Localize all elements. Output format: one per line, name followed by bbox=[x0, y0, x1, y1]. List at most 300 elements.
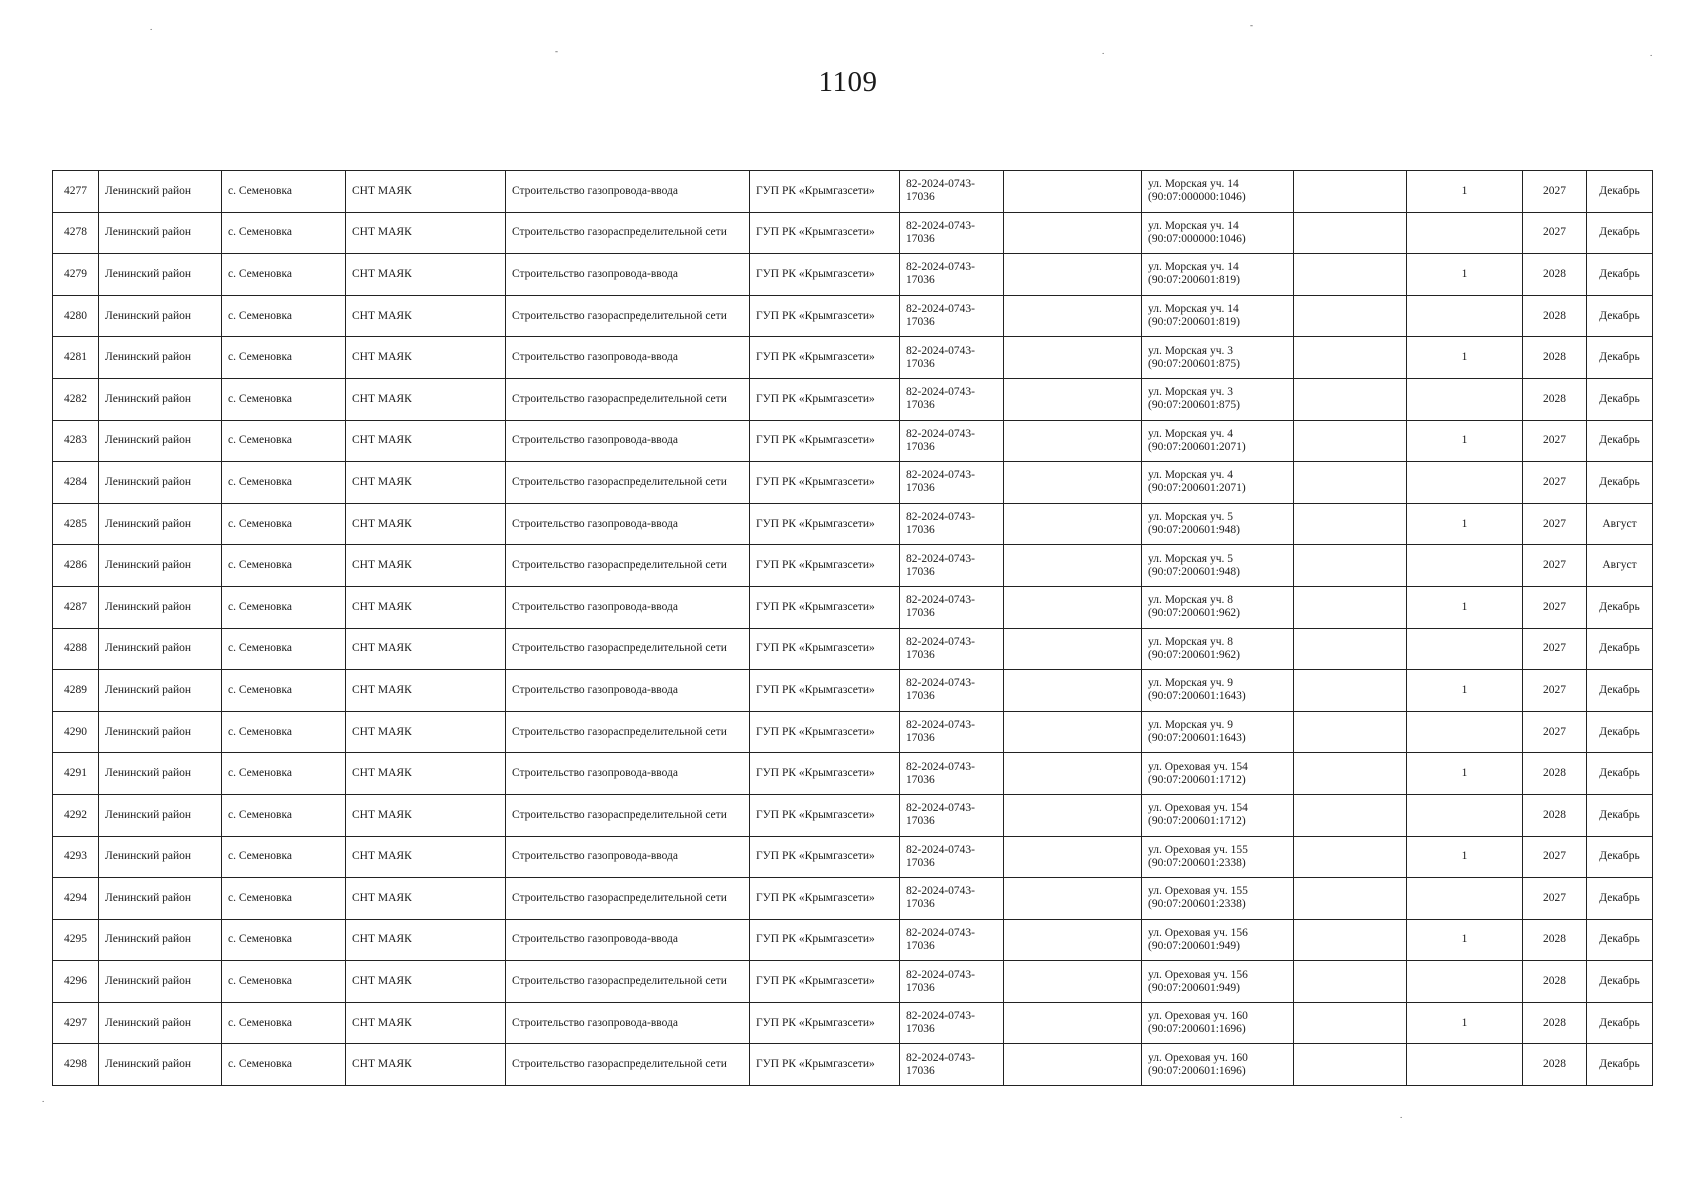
settlement-cell: с. Семеновка bbox=[222, 254, 346, 296]
year-cell: 2028 bbox=[1523, 794, 1587, 836]
work-type-cell: Строительство газопровода-ввода bbox=[506, 254, 750, 296]
empty-cell bbox=[1004, 1002, 1142, 1044]
organization-cell: ГУП РК «Крымгазсети» bbox=[750, 586, 900, 628]
month-cell: Декабрь bbox=[1587, 378, 1653, 420]
object-cell: СНТ МАЯК bbox=[346, 171, 506, 213]
address-cell: ул. Морская уч. 5 (90:07:200601:948) bbox=[1142, 503, 1294, 545]
code-cell: 82-2024-0743-17036 bbox=[900, 878, 1004, 920]
code-cell: 82-2024-0743-17036 bbox=[900, 794, 1004, 836]
address-cell: ул. Морская уч. 8 (90:07:200601:962) bbox=[1142, 586, 1294, 628]
month-cell: Декабрь bbox=[1587, 337, 1653, 379]
empty-cell bbox=[1294, 586, 1407, 628]
month-cell: Декабрь bbox=[1587, 711, 1653, 753]
empty-cell bbox=[1294, 295, 1407, 337]
scan-speck: - bbox=[555, 46, 558, 56]
month-cell: Декабрь bbox=[1587, 254, 1653, 296]
district-cell: Ленинский район bbox=[99, 711, 222, 753]
object-cell: СНТ МАЯК bbox=[346, 295, 506, 337]
empty-cell bbox=[1294, 503, 1407, 545]
row-number: 4277 bbox=[53, 171, 99, 213]
count-cell: 1 bbox=[1407, 337, 1523, 379]
settlement-cell: с. Семеновка bbox=[222, 171, 346, 213]
organization-cell: ГУП РК «Крымгазсети» bbox=[750, 1044, 900, 1086]
year-cell: 2027 bbox=[1523, 212, 1587, 254]
code-cell: 82-2024-0743-17036 bbox=[900, 254, 1004, 296]
row-number: 4295 bbox=[53, 919, 99, 961]
code-cell: 82-2024-0743-17036 bbox=[900, 919, 1004, 961]
table-row bbox=[53, 545, 1653, 587]
year-cell: 2027 bbox=[1523, 171, 1587, 213]
count-cell: 1 bbox=[1407, 171, 1523, 213]
organization-cell: ГУП РК «Крымгазсети» bbox=[750, 794, 900, 836]
object-cell: СНТ МАЯК bbox=[346, 212, 506, 254]
district-cell: Ленинский район bbox=[99, 462, 222, 504]
empty-cell bbox=[1294, 794, 1407, 836]
code-cell: 82-2024-0743-17036 bbox=[900, 171, 1004, 213]
object-cell: СНТ МАЯК bbox=[346, 254, 506, 296]
year-cell: 2027 bbox=[1523, 503, 1587, 545]
work-type-cell: Строительство газораспределительной сети bbox=[506, 462, 750, 504]
code-cell: 82-2024-0743-17036 bbox=[900, 545, 1004, 587]
year-cell: 2028 bbox=[1523, 254, 1587, 296]
year-cell: 2027 bbox=[1523, 836, 1587, 878]
code-cell: 82-2024-0743-17036 bbox=[900, 628, 1004, 670]
object-cell: СНТ МАЯК bbox=[346, 753, 506, 795]
empty-cell bbox=[1004, 878, 1142, 920]
object-cell: СНТ МАЯК bbox=[346, 503, 506, 545]
count-cell bbox=[1407, 961, 1523, 1003]
work-type-cell: Строительство газораспределительной сети bbox=[506, 295, 750, 337]
district-cell: Ленинский район bbox=[99, 545, 222, 587]
settlement-cell: с. Семеновка bbox=[222, 753, 346, 795]
table-row bbox=[53, 295, 1653, 337]
settlement-cell: с. Семеновка bbox=[222, 919, 346, 961]
empty-cell bbox=[1294, 670, 1407, 712]
empty-cell bbox=[1004, 628, 1142, 670]
settlement-cell: с. Семеновка bbox=[222, 212, 346, 254]
empty-cell bbox=[1294, 628, 1407, 670]
empty-cell bbox=[1294, 420, 1407, 462]
settlement-cell: с. Семеновка bbox=[222, 337, 346, 379]
work-type-cell: Строительство газораспределительной сети bbox=[506, 794, 750, 836]
empty-cell bbox=[1004, 794, 1142, 836]
count-cell bbox=[1407, 628, 1523, 670]
work-type-cell: Строительство газопровода-ввода bbox=[506, 586, 750, 628]
table-row bbox=[53, 171, 1653, 213]
organization-cell: ГУП РК «Крымгазсети» bbox=[750, 295, 900, 337]
row-number: 4291 bbox=[53, 753, 99, 795]
district-cell: Ленинский район bbox=[99, 753, 222, 795]
work-type-cell: Строительство газораспределительной сети bbox=[506, 878, 750, 920]
object-cell: СНТ МАЯК bbox=[346, 462, 506, 504]
empty-cell bbox=[1004, 836, 1142, 878]
empty-cell bbox=[1294, 212, 1407, 254]
settlement-cell: с. Семеновка bbox=[222, 961, 346, 1003]
page-number: 1109 bbox=[818, 66, 878, 98]
scan-speck: . bbox=[1102, 46, 1105, 56]
count-cell bbox=[1407, 462, 1523, 504]
count-cell bbox=[1407, 878, 1523, 920]
empty-cell bbox=[1294, 171, 1407, 213]
year-cell: 2027 bbox=[1523, 420, 1587, 462]
scan-speck: - bbox=[1250, 20, 1253, 30]
empty-cell bbox=[1294, 378, 1407, 420]
table-row bbox=[53, 961, 1653, 1003]
work-type-cell: Строительство газопровода-ввода bbox=[506, 670, 750, 712]
row-number: 4287 bbox=[53, 586, 99, 628]
settlement-cell: с. Семеновка bbox=[222, 1002, 346, 1044]
row-number: 4292 bbox=[53, 794, 99, 836]
month-cell: Август bbox=[1587, 545, 1653, 587]
organization-cell: ГУП РК «Крымгазсети» bbox=[750, 670, 900, 712]
table-row bbox=[53, 503, 1653, 545]
code-cell: 82-2024-0743-17036 bbox=[900, 753, 1004, 795]
empty-cell bbox=[1294, 711, 1407, 753]
address-cell: ул. Ореховая уч. 160 (90:07:200601:1696) bbox=[1142, 1002, 1294, 1044]
month-cell: Декабрь bbox=[1587, 961, 1653, 1003]
table-row bbox=[53, 212, 1653, 254]
work-type-cell: Строительство газораспределительной сети bbox=[506, 212, 750, 254]
work-type-cell: Строительство газопровода-ввода bbox=[506, 1002, 750, 1044]
work-type-cell: Строительство газораспределительной сети bbox=[506, 378, 750, 420]
address-cell: ул. Морская уч. 14 (90:07:200601:819) bbox=[1142, 254, 1294, 296]
table-row bbox=[53, 836, 1653, 878]
count-cell: 1 bbox=[1407, 836, 1523, 878]
work-type-cell: Строительство газораспределительной сети bbox=[506, 628, 750, 670]
district-cell: Ленинский район bbox=[99, 628, 222, 670]
row-number: 4288 bbox=[53, 628, 99, 670]
object-cell: СНТ МАЯК bbox=[346, 836, 506, 878]
year-cell: 2028 bbox=[1523, 1044, 1587, 1086]
organization-cell: ГУП РК «Крымгазсети» bbox=[750, 836, 900, 878]
year-cell: 2028 bbox=[1523, 378, 1587, 420]
row-number: 4293 bbox=[53, 836, 99, 878]
empty-cell bbox=[1004, 295, 1142, 337]
address-cell: ул. Морская уч. 14 (90:07:000000:1046) bbox=[1142, 171, 1294, 213]
code-cell: 82-2024-0743-17036 bbox=[900, 212, 1004, 254]
month-cell: Декабрь bbox=[1587, 670, 1653, 712]
year-cell: 2027 bbox=[1523, 670, 1587, 712]
address-cell: ул. Морская уч. 8 (90:07:200601:962) bbox=[1142, 628, 1294, 670]
month-cell: Декабрь bbox=[1587, 753, 1653, 795]
count-cell: 1 bbox=[1407, 254, 1523, 296]
table-row bbox=[53, 1044, 1653, 1086]
address-cell: ул. Морская уч. 14 (90:07:200601:819) bbox=[1142, 295, 1294, 337]
year-cell: 2028 bbox=[1523, 337, 1587, 379]
empty-cell bbox=[1294, 961, 1407, 1003]
year-cell: 2028 bbox=[1523, 961, 1587, 1003]
row-number: 4281 bbox=[53, 337, 99, 379]
district-cell: Ленинский район bbox=[99, 503, 222, 545]
empty-cell bbox=[1004, 378, 1142, 420]
work-type-cell: Строительство газопровода-ввода bbox=[506, 171, 750, 213]
year-cell: 2027 bbox=[1523, 711, 1587, 753]
object-cell: СНТ МАЯК bbox=[346, 794, 506, 836]
district-cell: Ленинский район bbox=[99, 295, 222, 337]
count-cell: 1 bbox=[1407, 919, 1523, 961]
empty-cell bbox=[1004, 670, 1142, 712]
scan-speck: . bbox=[42, 1094, 45, 1104]
empty-cell bbox=[1294, 254, 1407, 296]
district-cell: Ленинский район bbox=[99, 919, 222, 961]
settlement-cell: с. Семеновка bbox=[222, 378, 346, 420]
empty-cell bbox=[1004, 171, 1142, 213]
empty-cell bbox=[1004, 919, 1142, 961]
count-cell: 1 bbox=[1407, 503, 1523, 545]
code-cell: 82-2024-0743-17036 bbox=[900, 1002, 1004, 1044]
object-cell: СНТ МАЯК bbox=[346, 420, 506, 462]
code-cell: 82-2024-0743-17036 bbox=[900, 378, 1004, 420]
year-cell: 2027 bbox=[1523, 628, 1587, 670]
organization-cell: ГУП РК «Крымгазсети» bbox=[750, 212, 900, 254]
settlement-cell: с. Семеновка bbox=[222, 503, 346, 545]
address-cell: ул. Морская уч. 3 (90:07:200601:875) bbox=[1142, 337, 1294, 379]
month-cell: Декабрь bbox=[1587, 919, 1653, 961]
row-number: 4289 bbox=[53, 670, 99, 712]
year-cell: 2027 bbox=[1523, 545, 1587, 587]
empty-cell bbox=[1294, 753, 1407, 795]
year-cell: 2028 bbox=[1523, 1002, 1587, 1044]
settlement-cell: с. Семеновка bbox=[222, 878, 346, 920]
empty-cell bbox=[1004, 212, 1142, 254]
table-row bbox=[53, 628, 1653, 670]
table-row bbox=[53, 254, 1653, 296]
object-cell: СНТ МАЯК bbox=[346, 711, 506, 753]
year-cell: 2028 bbox=[1523, 753, 1587, 795]
address-cell: ул. Ореховая уч. 154 (90:07:200601:1712) bbox=[1142, 753, 1294, 795]
empty-cell bbox=[1294, 337, 1407, 379]
empty-cell bbox=[1294, 1002, 1407, 1044]
address-cell: ул. Ореховая уч. 156 (90:07:200601:949) bbox=[1142, 961, 1294, 1003]
row-number: 4294 bbox=[53, 878, 99, 920]
organization-cell: ГУП РК «Крымгазсети» bbox=[750, 1002, 900, 1044]
code-cell: 82-2024-0743-17036 bbox=[900, 295, 1004, 337]
year-cell: 2027 bbox=[1523, 878, 1587, 920]
empty-cell bbox=[1004, 961, 1142, 1003]
table-row bbox=[53, 711, 1653, 753]
object-cell: СНТ МАЯК bbox=[346, 545, 506, 587]
month-cell: Декабрь bbox=[1587, 794, 1653, 836]
row-number: 4290 bbox=[53, 711, 99, 753]
row-number: 4285 bbox=[53, 503, 99, 545]
code-cell: 82-2024-0743-17036 bbox=[900, 961, 1004, 1003]
district-cell: Ленинский район bbox=[99, 420, 222, 462]
code-cell: 82-2024-0743-17036 bbox=[900, 503, 1004, 545]
object-cell: СНТ МАЯК bbox=[346, 378, 506, 420]
object-cell: СНТ МАЯК bbox=[346, 670, 506, 712]
year-cell: 2027 bbox=[1523, 586, 1587, 628]
address-cell: ул. Ореховая уч. 155 (90:07:200601:2338) bbox=[1142, 836, 1294, 878]
month-cell: Декабрь bbox=[1587, 171, 1653, 213]
organization-cell: ГУП РК «Крымгазсети» bbox=[750, 919, 900, 961]
table-row bbox=[53, 670, 1653, 712]
month-cell: Август bbox=[1587, 503, 1653, 545]
table-row bbox=[53, 420, 1653, 462]
count-cell: 1 bbox=[1407, 586, 1523, 628]
work-type-cell: Строительство газораспределительной сети bbox=[506, 1044, 750, 1086]
row-number: 4280 bbox=[53, 295, 99, 337]
district-cell: Ленинский район bbox=[99, 961, 222, 1003]
district-cell: Ленинский район bbox=[99, 836, 222, 878]
district-cell: Ленинский район bbox=[99, 254, 222, 296]
settlement-cell: с. Семеновка bbox=[222, 545, 346, 587]
code-cell: 82-2024-0743-17036 bbox=[900, 836, 1004, 878]
table-row bbox=[53, 878, 1653, 920]
work-type-cell: Строительство газораспределительной сети bbox=[506, 961, 750, 1003]
table-row bbox=[53, 1002, 1653, 1044]
month-cell: Декабрь bbox=[1587, 586, 1653, 628]
month-cell: Декабрь bbox=[1587, 420, 1653, 462]
scan-speck: . bbox=[1400, 1110, 1403, 1120]
district-cell: Ленинский район bbox=[99, 878, 222, 920]
empty-cell bbox=[1004, 462, 1142, 504]
settlement-cell: с. Семеновка bbox=[222, 836, 346, 878]
empty-cell bbox=[1004, 1044, 1142, 1086]
month-cell: Декабрь bbox=[1587, 1044, 1653, 1086]
work-type-cell: Строительство газопровода-ввода bbox=[506, 420, 750, 462]
table-row bbox=[53, 378, 1653, 420]
count-cell bbox=[1407, 794, 1523, 836]
scan-speck: . bbox=[1650, 48, 1653, 58]
settlement-cell: с. Семеновка bbox=[222, 794, 346, 836]
address-cell: ул. Морская уч. 5 (90:07:200601:948) bbox=[1142, 545, 1294, 587]
month-cell: Декабрь bbox=[1587, 212, 1653, 254]
settlement-cell: с. Семеновка bbox=[222, 586, 346, 628]
object-cell: СНТ МАЯК bbox=[346, 1044, 506, 1086]
address-cell: ул. Ореховая уч. 156 (90:07:200601:949) bbox=[1142, 919, 1294, 961]
month-cell: Декабрь bbox=[1587, 1002, 1653, 1044]
settlement-cell: с. Семеновка bbox=[222, 670, 346, 712]
count-cell bbox=[1407, 378, 1523, 420]
empty-cell bbox=[1004, 254, 1142, 296]
address-cell: ул. Ореховая уч. 155 (90:07:200601:2338) bbox=[1142, 878, 1294, 920]
year-cell: 2028 bbox=[1523, 295, 1587, 337]
month-cell: Декабрь bbox=[1587, 295, 1653, 337]
year-cell: 2028 bbox=[1523, 919, 1587, 961]
organization-cell: ГУП РК «Крымгазсети» bbox=[750, 711, 900, 753]
organization-cell: ГУП РК «Крымгазсети» bbox=[750, 378, 900, 420]
register-table bbox=[52, 170, 1653, 1086]
empty-cell bbox=[1004, 337, 1142, 379]
address-cell: ул. Ореховая уч. 160 (90:07:200601:1696) bbox=[1142, 1044, 1294, 1086]
organization-cell: ГУП РК «Крымгазсети» bbox=[750, 254, 900, 296]
object-cell: СНТ МАЯК bbox=[346, 628, 506, 670]
settlement-cell: с. Семеновка bbox=[222, 711, 346, 753]
row-number: 4283 bbox=[53, 420, 99, 462]
row-number: 4278 bbox=[53, 212, 99, 254]
district-cell: Ленинский район bbox=[99, 794, 222, 836]
empty-cell bbox=[1004, 753, 1142, 795]
address-cell: ул. Морская уч. 3 (90:07:200601:875) bbox=[1142, 378, 1294, 420]
code-cell: 82-2024-0743-17036 bbox=[900, 420, 1004, 462]
organization-cell: ГУП РК «Крымгазсети» bbox=[750, 337, 900, 379]
table-row bbox=[53, 337, 1653, 379]
empty-cell bbox=[1004, 545, 1142, 587]
row-number: 4279 bbox=[53, 254, 99, 296]
table-row bbox=[53, 919, 1653, 961]
count-cell bbox=[1407, 545, 1523, 587]
month-cell: Декабрь bbox=[1587, 836, 1653, 878]
code-cell: 82-2024-0743-17036 bbox=[900, 337, 1004, 379]
table-row bbox=[53, 794, 1653, 836]
empty-cell bbox=[1294, 878, 1407, 920]
district-cell: Ленинский район bbox=[99, 670, 222, 712]
organization-cell: ГУП РК «Крымгазсети» bbox=[750, 462, 900, 504]
address-cell: ул. Морская уч. 9 (90:07:200601:1643) bbox=[1142, 670, 1294, 712]
object-cell: СНТ МАЯК bbox=[346, 878, 506, 920]
district-cell: Ленинский район bbox=[99, 586, 222, 628]
code-cell: 82-2024-0743-17036 bbox=[900, 462, 1004, 504]
address-cell: ул. Морская уч. 9 (90:07:200601:1643) bbox=[1142, 711, 1294, 753]
empty-cell bbox=[1004, 503, 1142, 545]
count-cell bbox=[1407, 212, 1523, 254]
organization-cell: ГУП РК «Крымгазсети» bbox=[750, 961, 900, 1003]
row-number: 4286 bbox=[53, 545, 99, 587]
organization-cell: ГУП РК «Крымгазсети» bbox=[750, 503, 900, 545]
row-number: 4298 bbox=[53, 1044, 99, 1086]
work-type-cell: Строительство газопровода-ввода bbox=[506, 753, 750, 795]
row-number: 4282 bbox=[53, 378, 99, 420]
table-row bbox=[53, 753, 1653, 795]
row-number: 4296 bbox=[53, 961, 99, 1003]
object-cell: СНТ МАЯК bbox=[346, 586, 506, 628]
settlement-cell: с. Семеновка bbox=[222, 295, 346, 337]
month-cell: Декабрь bbox=[1587, 628, 1653, 670]
district-cell: Ленинский район bbox=[99, 171, 222, 213]
address-cell: ул. Морская уч. 14 (90:07:000000:1046) bbox=[1142, 212, 1294, 254]
work-type-cell: Строительство газораспределительной сети bbox=[506, 711, 750, 753]
organization-cell: ГУП РК «Крымгазсети» bbox=[750, 628, 900, 670]
empty-cell bbox=[1004, 586, 1142, 628]
table-row bbox=[53, 462, 1653, 504]
object-cell: СНТ МАЯК bbox=[346, 961, 506, 1003]
object-cell: СНТ МАЯК bbox=[346, 919, 506, 961]
settlement-cell: с. Семеновка bbox=[222, 1044, 346, 1086]
address-cell: ул. Морская уч. 4 (90:07:200601:2071) bbox=[1142, 420, 1294, 462]
register-table-body bbox=[53, 171, 1653, 1086]
count-cell: 1 bbox=[1407, 420, 1523, 462]
table-row bbox=[53, 586, 1653, 628]
work-type-cell: Строительство газопровода-ввода bbox=[506, 836, 750, 878]
row-number: 4284 bbox=[53, 462, 99, 504]
empty-cell bbox=[1004, 711, 1142, 753]
work-type-cell: Строительство газораспределительной сети bbox=[506, 545, 750, 587]
empty-cell bbox=[1294, 836, 1407, 878]
count-cell: 1 bbox=[1407, 1002, 1523, 1044]
district-cell: Ленинский район bbox=[99, 337, 222, 379]
organization-cell: ГУП РК «Крымгазсети» bbox=[750, 420, 900, 462]
count-cell: 1 bbox=[1407, 670, 1523, 712]
work-type-cell: Строительство газопровода-ввода bbox=[506, 503, 750, 545]
year-cell: 2027 bbox=[1523, 462, 1587, 504]
address-cell: ул. Морская уч. 4 (90:07:200601:2071) bbox=[1142, 462, 1294, 504]
scan-speck: . bbox=[150, 22, 153, 32]
empty-cell bbox=[1294, 1044, 1407, 1086]
district-cell: Ленинский район bbox=[99, 212, 222, 254]
code-cell: 82-2024-0743-17036 bbox=[900, 586, 1004, 628]
empty-cell bbox=[1294, 545, 1407, 587]
code-cell: 82-2024-0743-17036 bbox=[900, 711, 1004, 753]
district-cell: Ленинский район bbox=[99, 1044, 222, 1086]
object-cell: СНТ МАЯК bbox=[346, 337, 506, 379]
organization-cell: ГУП РК «Крымгазсети» bbox=[750, 753, 900, 795]
district-cell: Ленинский район bbox=[99, 378, 222, 420]
district-cell: Ленинский район bbox=[99, 1002, 222, 1044]
settlement-cell: с. Семеновка bbox=[222, 420, 346, 462]
count-cell: 1 bbox=[1407, 753, 1523, 795]
organization-cell: ГУП РК «Крымгазсети» bbox=[750, 878, 900, 920]
work-type-cell: Строительство газопровода-ввода bbox=[506, 337, 750, 379]
